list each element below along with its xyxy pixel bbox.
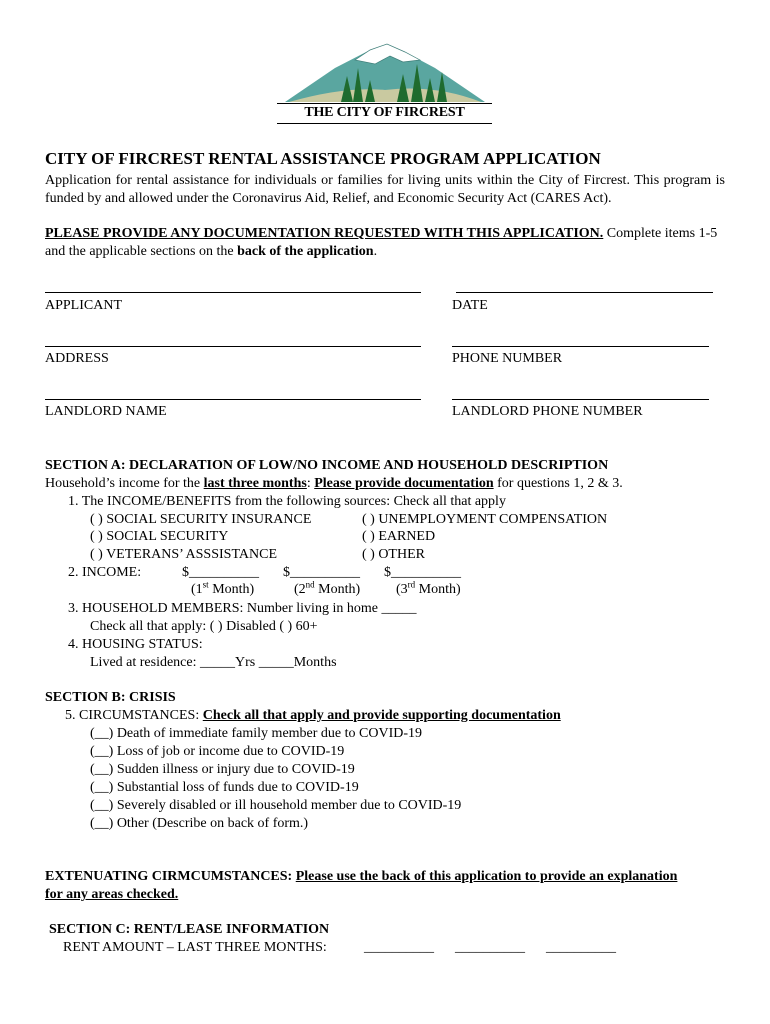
rent-month-3-field[interactable]: __________ — [546, 940, 616, 955]
phone-line[interactable] — [452, 346, 709, 347]
circumstance-item[interactable]: (__) Loss of job or income due to COVID-19 — [90, 744, 345, 759]
circumstance-item[interactable]: (__) Substantial loss of funds due to COVID-19 — [90, 780, 359, 795]
date-label: DATE — [452, 298, 488, 313]
address-line[interactable] — [45, 346, 421, 347]
month-1-label — [191, 581, 254, 598]
extenuating-label: EXTENUATING CIRMCUMSTANCES: — [45, 869, 296, 884]
rent-amount-label: RENT AMOUNT – LAST THREE MONTHS: — [63, 940, 327, 955]
income-intro-post: for questions 1, 2 & 3. — [493, 476, 623, 491]
question-4: 4. HOUSING STATUS: — [68, 637, 203, 652]
section-a-heading: SECTION A: DECLARATION OF LOW/NO INCOME AND HOUSEHOLD DESCRIPTION — [45, 458, 609, 473]
month-3-end: Month) — [415, 582, 461, 597]
income-intro-doc: Please provide documentation — [314, 476, 494, 491]
section-c-heading: SECTION C: RENT/LEASE INFORMATION — [49, 922, 330, 937]
documentation-note-text: Complete items 1-5 and the applicable sections on the — [45, 226, 718, 259]
applicant-line[interactable] — [45, 292, 421, 293]
logo-caption: THE CITY OF FIRCREST — [304, 105, 465, 120]
option-veterans[interactable]: ( ) VETERANS’ ASSSISTANCE — [90, 547, 277, 562]
option-earned[interactable]: ( ) EARNED — [362, 529, 436, 544]
documentation-note-back: back of the application — [237, 244, 374, 259]
section-b-heading: SECTION B: CRISIS — [45, 690, 176, 705]
month-3-label — [396, 581, 461, 598]
question-5-label: 5. CIRCUMSTANCES: — [65, 708, 203, 723]
mountain-trees-icon — [275, 38, 495, 108]
extenuating-instruction: Please use the back of this application to provide an explanation for any areas checked. — [45, 869, 678, 902]
circumstance-item[interactable]: (__) Severely disabled or ill household member due to COVID-19 — [90, 798, 462, 813]
income-intro-months: last three months — [203, 476, 307, 491]
month-2-text: (2 — [294, 582, 306, 597]
logo-rule-top — [277, 103, 492, 104]
applicant-label: APPLICANT — [45, 298, 123, 313]
month-3-text: (3 — [396, 582, 408, 597]
income-intro-pre: Household’s income for the — [45, 476, 204, 491]
question-2-label: 2. INCOME: — [68, 565, 142, 580]
income-month-3-field[interactable]: $__________ — [384, 565, 461, 580]
month-3-sup: rd — [407, 579, 416, 590]
month-2-end: Month) — [314, 582, 361, 597]
option-unemployment[interactable]: ( ) UNEMPLOYMENT COMPENSATION — [362, 512, 608, 527]
landlord-phone-label: LANDLORD PHONE NUMBER — [452, 404, 643, 419]
rent-month-2-field[interactable]: __________ — [455, 940, 525, 955]
month-1-sup: st — [202, 579, 209, 590]
option-other[interactable]: ( ) OTHER — [362, 547, 425, 562]
income-intro — [45, 475, 623, 492]
income-month-1-field[interactable]: $__________ — [182, 565, 259, 580]
address-label: ADDRESS — [45, 351, 109, 366]
question-3[interactable]: 3. HOUSEHOLD MEMBERS: Number living in home _____ — [68, 601, 417, 616]
question-5 — [65, 707, 561, 724]
month-1-end: Month) — [208, 582, 255, 597]
month-2-label — [294, 581, 360, 598]
extenuating-note — [45, 868, 685, 904]
question-4-residence[interactable]: Lived at residence: _____Yrs _____Months — [90, 655, 337, 670]
rent-month-1-field[interactable]: __________ — [364, 940, 434, 955]
logo-rule-bottom — [277, 123, 492, 124]
landlord-phone-line[interactable] — [452, 399, 709, 400]
option-ssi[interactable]: ( ) SOCIAL SECURITY INSURANCE — [90, 512, 312, 527]
landlord-name-label: LANDLORD NAME — [45, 404, 167, 419]
phone-label: PHONE NUMBER — [452, 351, 563, 366]
month-1-text: (1 — [191, 582, 203, 597]
income-intro-mid: : — [306, 476, 315, 491]
option-social-security[interactable]: ( ) SOCIAL SECURITY — [90, 529, 229, 544]
question-5-instruction: Check all that apply and provide supporting documentation — [202, 708, 561, 723]
circumstance-item[interactable]: (__) Sudden illness or injury due to COVID-19 — [90, 762, 355, 777]
circumstance-item[interactable]: (__) Death of immediate family member due to COVID-19 — [90, 726, 423, 741]
documentation-note-end: . — [373, 244, 378, 259]
date-line[interactable] — [456, 292, 713, 293]
page-title: CITY OF FIRCREST RENTAL ASSISTANCE PROGRAM APPLICATION — [45, 149, 601, 168]
month-2-sup: nd — [305, 579, 315, 590]
question-3-checks[interactable]: Check all that apply: ( ) Disabled ( ) 60+ — [90, 619, 318, 634]
documentation-note-bold: PLEASE PROVIDE ANY DOCUMENTATION REQUESTED WITH THIS APPLICATION. — [45, 226, 604, 241]
circumstance-item[interactable]: (__) Other (Describe on back of form.) — [90, 816, 309, 831]
income-month-2-field[interactable]: $__________ — [283, 565, 360, 580]
question-1: 1. The INCOME/BENEFITS from the following sources: Check all that apply — [68, 494, 506, 509]
intro-paragraph: Application for rental assistance for individuals or families for living units within the City of Fircrest. This program is funded by and allowed under the Coronavirus Aid, Relief, and Economic Security Act (CARES Act). — [45, 173, 725, 206]
landlord-name-line[interactable] — [45, 399, 421, 400]
documentation-note — [45, 225, 725, 261]
